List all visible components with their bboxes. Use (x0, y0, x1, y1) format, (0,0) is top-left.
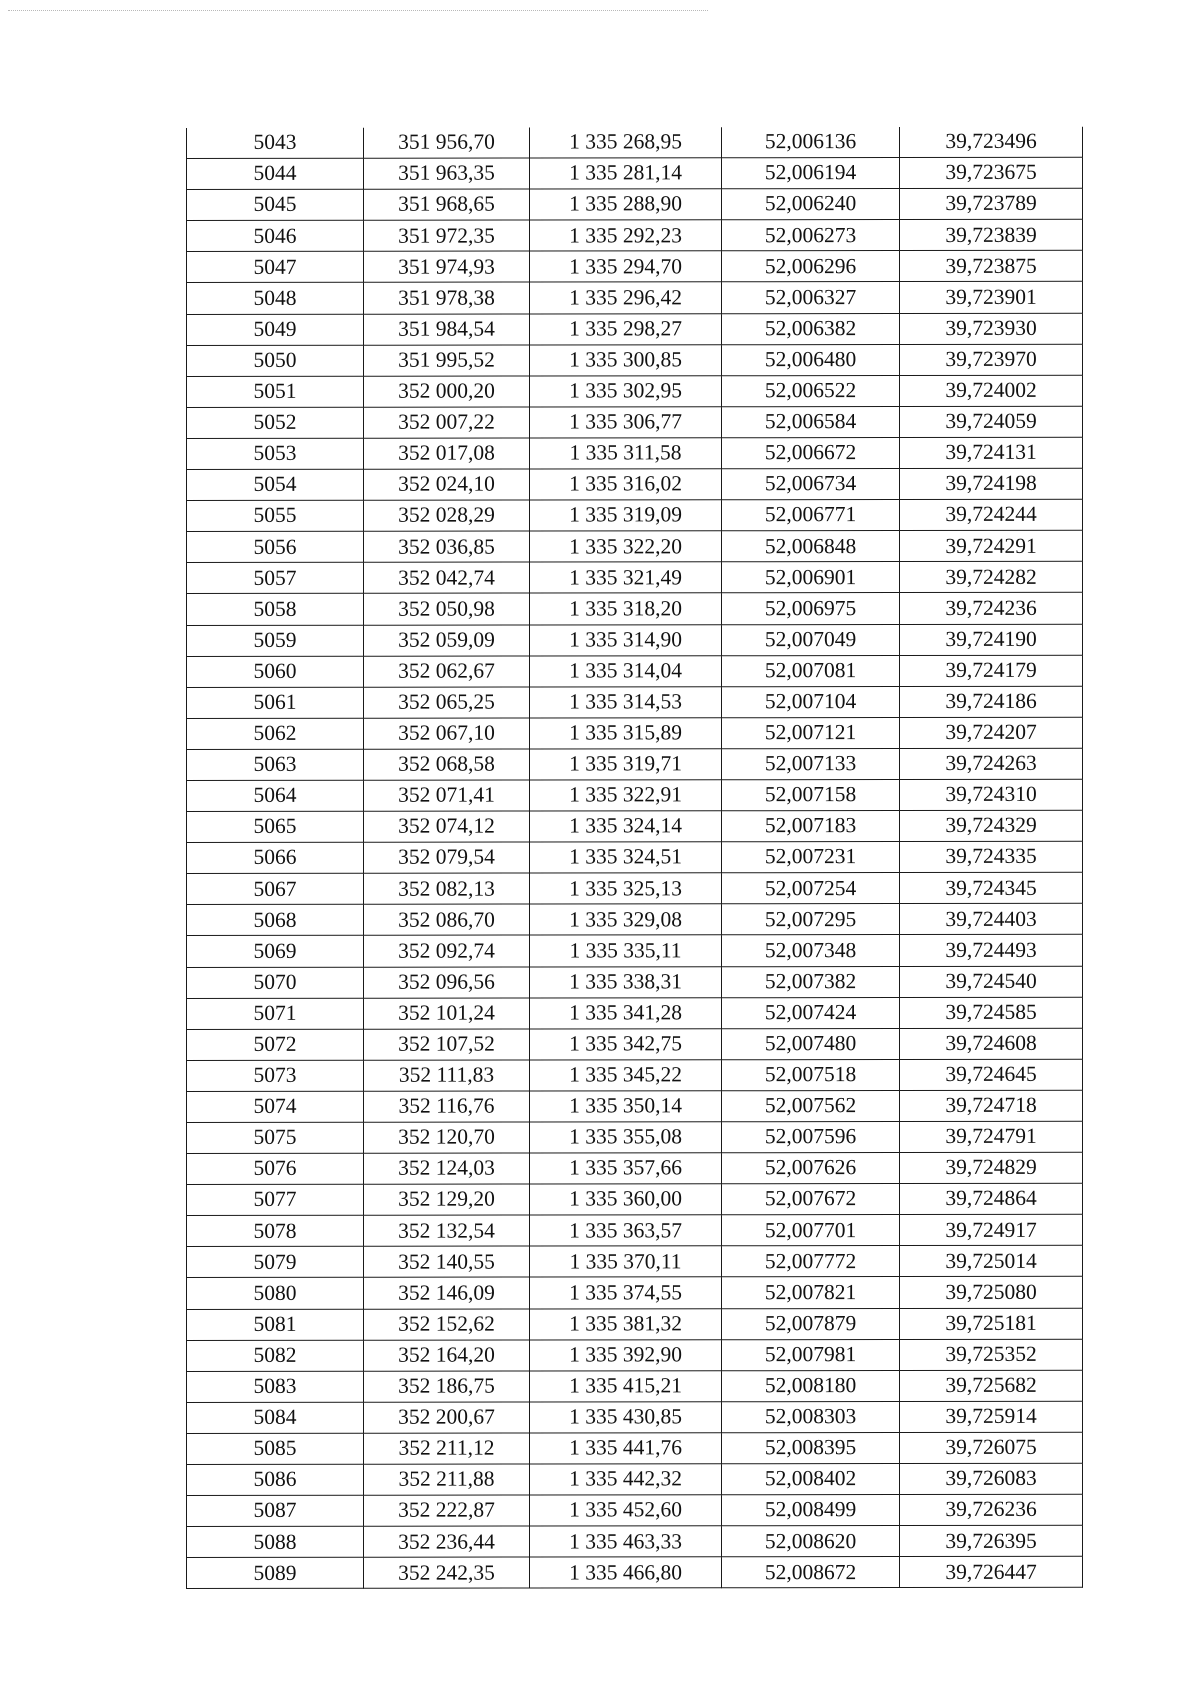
latitude-cell: 52,007104 (722, 686, 900, 717)
table-row (187, 593, 1083, 625)
y-coordinate-cell: 1 335 316,02 (530, 469, 722, 500)
table-row (187, 313, 1083, 345)
x-coordinate-cell: 352 028,29 (364, 500, 530, 531)
point-number-cell: 5050 (187, 345, 364, 376)
longitude-cell: 39,724131 (900, 437, 1083, 468)
longitude-cell: 39,723901 (900, 282, 1083, 313)
point-number-cell: 5089 (187, 1558, 364, 1589)
longitude-cell: 39,724198 (900, 468, 1083, 499)
y-coordinate-cell: 1 335 374,55 (530, 1277, 722, 1308)
table-row (187, 468, 1083, 500)
point-number-cell: 5067 (187, 874, 364, 905)
longitude-cell: 39,724236 (900, 593, 1083, 624)
x-coordinate-cell: 352 059,09 (364, 625, 530, 656)
y-coordinate-cell: 1 335 338,31 (530, 966, 722, 997)
point-number-cell: 5059 (187, 625, 364, 656)
point-number-cell: 5076 (187, 1153, 364, 1184)
y-coordinate-cell: 1 335 466,80 (530, 1557, 722, 1588)
x-coordinate-cell: 352 124,03 (364, 1153, 530, 1184)
x-coordinate-cell: 352 086,70 (364, 904, 530, 935)
x-coordinate-cell: 352 129,20 (364, 1184, 530, 1215)
y-coordinate-cell: 1 335 314,53 (530, 686, 722, 717)
longitude-cell: 39,724329 (900, 810, 1083, 841)
y-coordinate-cell: 1 335 324,14 (530, 811, 722, 842)
y-coordinate-cell: 1 335 325,13 (530, 873, 722, 904)
latitude-cell: 52,007596 (722, 1122, 900, 1153)
point-number-cell: 5075 (187, 1122, 364, 1153)
x-coordinate-cell: 352 211,12 (364, 1433, 530, 1464)
longitude-cell: 39,723875 (900, 251, 1083, 282)
x-coordinate-cell: 352 074,12 (364, 811, 530, 842)
point-number-cell: 5058 (187, 594, 364, 625)
y-coordinate-cell: 1 335 314,90 (530, 624, 722, 655)
table-row (187, 499, 1083, 531)
x-coordinate-cell: 352 200,67 (364, 1402, 530, 1433)
table-row (187, 157, 1083, 189)
y-coordinate-cell: 1 335 360,00 (530, 1184, 722, 1215)
x-coordinate-cell: 352 082,13 (364, 873, 530, 904)
y-coordinate-cell: 1 335 322,91 (530, 780, 722, 811)
table-row (187, 872, 1083, 904)
y-coordinate-cell: 1 335 268,95 (530, 127, 722, 158)
point-number-cell: 5048 (187, 283, 364, 314)
longitude-cell: 39,724917 (900, 1215, 1083, 1246)
longitude-cell: 39,726075 (900, 1432, 1083, 1463)
longitude-cell: 39,725080 (900, 1277, 1083, 1308)
latitude-cell: 52,006734 (722, 469, 900, 500)
x-coordinate-cell: 352 062,67 (364, 656, 530, 687)
latitude-cell: 52,006382 (722, 313, 900, 344)
table-row (187, 375, 1083, 407)
longitude-cell: 39,724585 (900, 997, 1083, 1028)
table-row (187, 1059, 1083, 1091)
latitude-cell: 52,006771 (722, 500, 900, 531)
y-coordinate-cell: 1 335 318,20 (530, 593, 722, 624)
x-coordinate-cell: 352 107,52 (364, 1029, 530, 1060)
table-row (187, 562, 1083, 594)
table-row (187, 686, 1083, 718)
latitude-cell: 52,008303 (722, 1401, 900, 1432)
x-coordinate-cell: 352 222,87 (364, 1495, 530, 1526)
longitude-cell: 39,724207 (900, 717, 1083, 748)
table-row (187, 966, 1083, 998)
table-row (187, 251, 1083, 283)
table-row (187, 1494, 1083, 1526)
x-coordinate-cell: 352 242,35 (364, 1557, 530, 1588)
table-row (187, 997, 1083, 1029)
latitude-cell: 52,007121 (722, 717, 900, 748)
y-coordinate-cell: 1 335 355,08 (530, 1122, 722, 1153)
y-coordinate-cell: 1 335 357,66 (530, 1153, 722, 1184)
point-number-cell: 5072 (187, 1029, 364, 1060)
point-number-cell: 5044 (187, 158, 364, 189)
latitude-cell: 52,007348 (722, 935, 900, 966)
table-row (187, 1525, 1083, 1557)
longitude-cell: 39,724540 (900, 966, 1083, 997)
table-row (187, 655, 1083, 687)
latitude-cell: 52,007562 (722, 1090, 900, 1121)
point-number-cell: 5046 (187, 221, 364, 252)
longitude-cell: 39,724493 (900, 935, 1083, 966)
point-number-cell: 5086 (187, 1464, 364, 1495)
coordinates-table (186, 127, 1083, 1590)
point-number-cell: 5061 (187, 687, 364, 718)
x-coordinate-cell: 351 963,35 (364, 158, 530, 189)
x-coordinate-cell: 352 067,10 (364, 718, 530, 749)
latitude-cell: 52,006672 (722, 437, 900, 468)
x-coordinate-cell: 352 042,74 (364, 562, 530, 593)
table-row (187, 779, 1083, 811)
y-coordinate-cell: 1 335 294,70 (530, 251, 722, 282)
x-coordinate-cell: 352 007,22 (364, 407, 530, 438)
x-coordinate-cell: 351 972,35 (364, 220, 530, 251)
x-coordinate-cell: 351 974,93 (364, 251, 530, 282)
y-coordinate-cell: 1 335 441,76 (530, 1433, 722, 1464)
y-coordinate-cell: 1 335 345,22 (530, 1060, 722, 1091)
latitude-cell: 52,006522 (722, 375, 900, 406)
latitude-cell: 52,007254 (722, 873, 900, 904)
latitude-cell: 52,006194 (722, 158, 900, 189)
latitude-cell: 52,007518 (722, 1059, 900, 1090)
longitude-cell: 39,725914 (900, 1401, 1083, 1432)
x-coordinate-cell: 352 092,74 (364, 935, 530, 966)
x-coordinate-cell: 352 017,08 (364, 438, 530, 469)
table-row (187, 935, 1083, 967)
latitude-cell: 52,007183 (722, 811, 900, 842)
longitude-cell: 39,724791 (900, 1121, 1083, 1152)
longitude-cell: 39,724190 (900, 624, 1083, 655)
y-coordinate-cell: 1 335 342,75 (530, 1028, 722, 1059)
y-coordinate-cell: 1 335 329,08 (530, 904, 722, 935)
latitude-cell: 52,007626 (722, 1153, 900, 1184)
point-number-cell: 5087 (187, 1495, 364, 1526)
longitude-cell: 39,726395 (900, 1525, 1083, 1556)
x-coordinate-cell: 351 956,70 (364, 128, 530, 159)
y-coordinate-cell: 1 335 415,21 (530, 1371, 722, 1402)
table-row (187, 1557, 1083, 1589)
latitude-cell: 52,007772 (722, 1246, 900, 1277)
y-coordinate-cell: 1 335 363,57 (530, 1215, 722, 1246)
table-row (187, 904, 1083, 936)
table-row (187, 1370, 1083, 1402)
latitude-cell: 52,006296 (722, 251, 900, 282)
y-coordinate-cell: 1 335 315,89 (530, 718, 722, 749)
table-row (187, 437, 1083, 469)
table-row (187, 1463, 1083, 1495)
point-number-cell: 5071 (187, 998, 364, 1029)
longitude-cell: 39,725352 (900, 1339, 1083, 1370)
table-row (187, 220, 1083, 252)
table-row (187, 1152, 1083, 1184)
latitude-cell: 52,007081 (722, 655, 900, 686)
x-coordinate-cell: 352 111,83 (364, 1060, 530, 1091)
point-number-cell: 5045 (187, 189, 364, 220)
latitude-cell: 52,007295 (722, 904, 900, 935)
table-row (187, 1215, 1083, 1247)
latitude-cell: 52,008402 (722, 1464, 900, 1495)
longitude-cell: 39,726236 (900, 1494, 1083, 1525)
table-row (187, 530, 1083, 562)
longitude-cell: 39,724345 (900, 872, 1083, 903)
longitude-cell: 39,723789 (900, 188, 1083, 219)
x-coordinate-cell: 352 101,24 (364, 998, 530, 1029)
y-coordinate-cell: 1 335 281,14 (530, 158, 722, 189)
point-number-cell: 5063 (187, 749, 364, 780)
y-coordinate-cell: 1 335 350,14 (530, 1091, 722, 1122)
latitude-cell: 52,007879 (722, 1308, 900, 1339)
x-coordinate-cell: 352 186,75 (364, 1371, 530, 1402)
y-coordinate-cell: 1 335 314,04 (530, 655, 722, 686)
latitude-cell: 52,007231 (722, 842, 900, 873)
point-number-cell: 5073 (187, 1060, 364, 1091)
x-coordinate-cell: 351 968,65 (364, 189, 530, 220)
latitude-cell: 52,006240 (722, 189, 900, 220)
latitude-cell: 52,006273 (722, 220, 900, 251)
latitude-cell: 52,006480 (722, 344, 900, 375)
point-number-cell: 5065 (187, 811, 364, 842)
table-row (187, 1121, 1083, 1153)
longitude-cell: 39,724403 (900, 904, 1083, 935)
latitude-cell: 52,007158 (722, 779, 900, 810)
table-row (187, 344, 1083, 376)
point-number-cell: 5081 (187, 1309, 364, 1340)
x-coordinate-cell: 352 050,98 (364, 593, 530, 624)
table-row (187, 1090, 1083, 1122)
longitude-cell: 39,724282 (900, 562, 1083, 593)
longitude-cell: 39,724864 (900, 1183, 1083, 1214)
latitude-cell: 52,007133 (722, 748, 900, 779)
longitude-cell: 39,724244 (900, 499, 1083, 530)
point-number-cell: 5043 (187, 128, 364, 159)
point-number-cell: 5070 (187, 967, 364, 998)
longitude-cell: 39,724059 (900, 406, 1083, 437)
point-number-cell: 5051 (187, 376, 364, 407)
longitude-cell: 39,724829 (900, 1152, 1083, 1183)
table-row (187, 1183, 1083, 1215)
point-number-cell: 5066 (187, 842, 364, 873)
x-coordinate-cell: 352 236,44 (364, 1526, 530, 1557)
y-coordinate-cell: 1 335 302,95 (530, 376, 722, 407)
longitude-cell: 39,724179 (900, 655, 1083, 686)
x-coordinate-cell: 351 978,38 (364, 282, 530, 313)
longitude-cell: 39,724002 (900, 375, 1083, 406)
table-row (187, 1246, 1083, 1278)
y-coordinate-cell: 1 335 321,49 (530, 562, 722, 593)
latitude-cell: 52,006136 (722, 127, 900, 158)
longitude-cell: 39,723970 (900, 344, 1083, 375)
table-row (187, 748, 1083, 780)
x-coordinate-cell: 352 132,54 (364, 1215, 530, 1246)
point-number-cell: 5060 (187, 656, 364, 687)
point-number-cell: 5068 (187, 905, 364, 936)
table-row (187, 624, 1083, 656)
y-coordinate-cell: 1 335 392,90 (530, 1339, 722, 1370)
y-coordinate-cell: 1 335 463,33 (530, 1526, 722, 1557)
latitude-cell: 52,007049 (722, 624, 900, 655)
x-coordinate-cell: 352 000,20 (364, 376, 530, 407)
table-row (187, 1401, 1083, 1433)
scan-artifact-line (8, 10, 708, 11)
point-number-cell: 5056 (187, 531, 364, 562)
table-row (187, 1277, 1083, 1309)
y-coordinate-cell: 1 335 322,20 (530, 531, 722, 562)
x-coordinate-cell: 352 152,62 (364, 1309, 530, 1340)
y-coordinate-cell: 1 335 319,09 (530, 500, 722, 531)
table-row (187, 282, 1083, 314)
latitude-cell: 52,006975 (722, 593, 900, 624)
longitude-cell: 39,724335 (900, 841, 1083, 872)
longitude-cell: 39,723675 (900, 157, 1083, 188)
latitude-cell: 52,008620 (722, 1526, 900, 1557)
point-number-cell: 5049 (187, 314, 364, 345)
point-number-cell: 5082 (187, 1340, 364, 1371)
point-number-cell: 5084 (187, 1402, 364, 1433)
y-coordinate-cell: 1 335 296,42 (530, 282, 722, 313)
longitude-cell: 39,725014 (900, 1246, 1083, 1277)
table-row (187, 841, 1083, 873)
x-coordinate-cell: 351 995,52 (364, 345, 530, 376)
x-coordinate-cell: 352 096,56 (364, 967, 530, 998)
y-coordinate-cell: 1 335 306,77 (530, 407, 722, 438)
point-number-cell: 5085 (187, 1433, 364, 1464)
x-coordinate-cell: 352 140,55 (364, 1246, 530, 1277)
latitude-cell: 52,006327 (722, 282, 900, 313)
latitude-cell: 52,006848 (722, 531, 900, 562)
x-coordinate-cell: 352 120,70 (364, 1122, 530, 1153)
x-coordinate-cell: 352 146,09 (364, 1277, 530, 1308)
y-coordinate-cell: 1 335 300,85 (530, 344, 722, 375)
point-number-cell: 5077 (187, 1184, 364, 1215)
longitude-cell: 39,723930 (900, 313, 1083, 344)
y-coordinate-cell: 1 335 370,11 (530, 1246, 722, 1277)
latitude-cell: 52,007821 (722, 1277, 900, 1308)
latitude-cell: 52,008395 (722, 1432, 900, 1463)
longitude-cell: 39,725682 (900, 1370, 1083, 1401)
table-row (187, 188, 1083, 220)
latitude-cell: 52,006584 (722, 406, 900, 437)
longitude-cell: 39,724645 (900, 1059, 1083, 1090)
x-coordinate-cell: 352 071,41 (364, 780, 530, 811)
longitude-cell: 39,726083 (900, 1463, 1083, 1494)
point-number-cell: 5053 (187, 438, 364, 469)
longitude-cell: 39,724310 (900, 779, 1083, 810)
y-coordinate-cell: 1 335 288,90 (530, 189, 722, 220)
longitude-cell: 39,724186 (900, 686, 1083, 717)
point-number-cell: 5083 (187, 1371, 364, 1402)
point-number-cell: 5080 (187, 1278, 364, 1309)
y-coordinate-cell: 1 335 311,58 (530, 438, 722, 469)
point-number-cell: 5074 (187, 1091, 364, 1122)
y-coordinate-cell: 1 335 381,32 (530, 1308, 722, 1339)
longitude-cell: 39,725181 (900, 1308, 1083, 1339)
longitude-cell: 39,724263 (900, 748, 1083, 779)
x-coordinate-cell: 352 024,10 (364, 469, 530, 500)
y-coordinate-cell: 1 335 430,85 (530, 1402, 722, 1433)
latitude-cell: 52,007480 (722, 1028, 900, 1059)
coordinates-table-body (187, 127, 1083, 1589)
x-coordinate-cell: 352 164,20 (364, 1340, 530, 1371)
table-row (187, 1432, 1083, 1464)
y-coordinate-cell: 1 335 341,28 (530, 997, 722, 1028)
x-coordinate-cell: 352 068,58 (364, 749, 530, 780)
longitude-cell: 39,726447 (900, 1557, 1083, 1588)
longitude-cell: 39,724608 (900, 1028, 1083, 1059)
point-number-cell: 5078 (187, 1216, 364, 1247)
latitude-cell: 52,007382 (722, 966, 900, 997)
point-number-cell: 5047 (187, 252, 364, 283)
y-coordinate-cell: 1 335 442,32 (530, 1464, 722, 1495)
longitude-cell: 39,723496 (900, 127, 1083, 158)
table-row (187, 1339, 1083, 1371)
latitude-cell: 52,007981 (722, 1339, 900, 1370)
point-number-cell: 5055 (187, 500, 364, 531)
x-coordinate-cell: 351 984,54 (364, 314, 530, 345)
point-number-cell: 5079 (187, 1247, 364, 1278)
latitude-cell: 52,006901 (722, 562, 900, 593)
x-coordinate-cell: 352 079,54 (364, 842, 530, 873)
latitude-cell: 52,007701 (722, 1215, 900, 1246)
point-number-cell: 5057 (187, 563, 364, 594)
y-coordinate-cell: 1 335 298,27 (530, 313, 722, 344)
y-coordinate-cell: 1 335 319,71 (530, 749, 722, 780)
table-row (187, 1308, 1083, 1340)
x-coordinate-cell: 352 116,76 (364, 1091, 530, 1122)
x-coordinate-cell: 352 065,25 (364, 687, 530, 718)
point-number-cell: 5064 (187, 780, 364, 811)
y-coordinate-cell: 1 335 452,60 (530, 1495, 722, 1526)
y-coordinate-cell: 1 335 324,51 (530, 842, 722, 873)
point-number-cell: 5062 (187, 718, 364, 749)
x-coordinate-cell: 352 211,88 (364, 1464, 530, 1495)
x-coordinate-cell: 352 036,85 (364, 531, 530, 562)
table-row (187, 406, 1083, 438)
longitude-cell: 39,723839 (900, 220, 1083, 251)
table-row (187, 1028, 1083, 1060)
longitude-cell: 39,724718 (900, 1090, 1083, 1121)
longitude-cell: 39,724291 (900, 530, 1083, 561)
table-row (187, 127, 1083, 159)
point-number-cell: 5069 (187, 936, 364, 967)
table-row (187, 810, 1083, 842)
latitude-cell: 52,007424 (722, 997, 900, 1028)
point-number-cell: 5052 (187, 407, 364, 438)
point-number-cell: 5088 (187, 1526, 364, 1557)
latitude-cell: 52,008672 (722, 1557, 900, 1588)
latitude-cell: 52,008499 (722, 1495, 900, 1526)
latitude-cell: 52,007672 (722, 1184, 900, 1215)
table-row (187, 717, 1083, 749)
y-coordinate-cell: 1 335 335,11 (530, 935, 722, 966)
latitude-cell: 52,008180 (722, 1370, 900, 1401)
point-number-cell: 5054 (187, 469, 364, 500)
y-coordinate-cell: 1 335 292,23 (530, 220, 722, 251)
